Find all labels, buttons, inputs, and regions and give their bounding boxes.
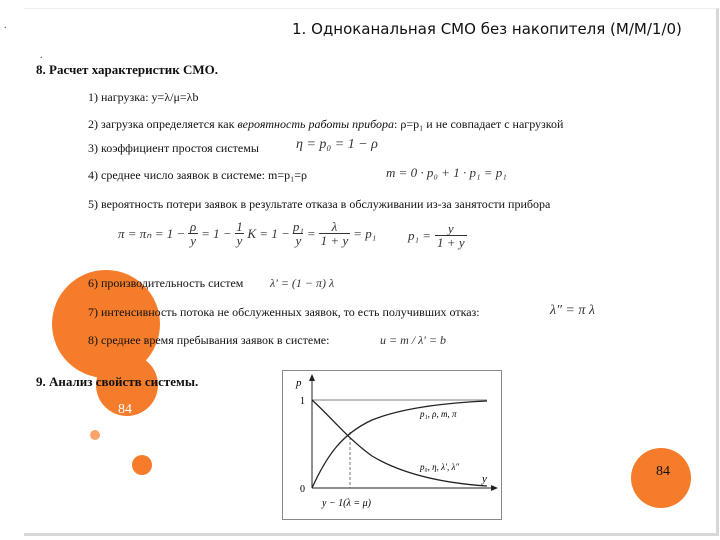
graph-curve-up-label: p₁, ρ, m, π xyxy=(420,409,457,419)
formula-p1 xyxy=(408,222,467,249)
item-1-text: 1) нагрузка: y=λ/μ=λb xyxy=(88,90,199,104)
fraction-p1-den: 1 + y xyxy=(437,235,465,250)
properties-graph xyxy=(282,370,502,520)
item-4-text: 4) среднее число заявок в системе: m=p₁=ρ xyxy=(88,168,308,182)
formula-m: m = 0 · p₀ + 1 · p₁ = p₁ xyxy=(386,165,507,180)
graph-y-one: 1 xyxy=(300,396,305,407)
item-6-text: 6) производительность систем xyxy=(88,276,244,290)
item-2-text: 2) загрузка определяется как xyxy=(88,117,238,131)
fraction-2-num: 1 xyxy=(236,219,243,234)
item-2-text-end: : ρ=p₁ и не совпадает с нагрузкой xyxy=(394,117,564,131)
fraction-1-num: ρ xyxy=(190,219,197,234)
section-9-heading: 9. Анализ свойств системы. xyxy=(36,374,199,389)
formula-p1-lhs: p₁ = xyxy=(408,227,432,243)
formula-pi-lhs: π = πₙ = 1 − xyxy=(118,225,186,241)
formula-lambda-prime: λ′ = (1 − π) λ xyxy=(270,276,335,290)
page-number-left: 84 xyxy=(118,402,132,417)
formula-pi-mid3: = xyxy=(306,225,316,241)
graph-xlabel: y xyxy=(482,473,487,485)
dot-marker: . xyxy=(40,50,43,61)
fraction-1 xyxy=(188,220,198,247)
item-4-mean-number xyxy=(88,168,307,183)
fraction-3-num: p₁ xyxy=(292,219,304,234)
item-5-text: 5) вероятность потери заявок в результате отказа в обслуживании из-за занятости прибора xyxy=(88,197,551,211)
formula-eta: η = p₀ = 1 − ρ xyxy=(296,137,378,152)
decor-circle-tiny xyxy=(90,430,100,440)
fraction-2-den: y xyxy=(236,233,243,248)
fraction-4-num: λ xyxy=(331,219,338,234)
graph-y-zero: 0 xyxy=(300,484,305,495)
item-5-loss-prob xyxy=(88,197,550,212)
item-2-utilization xyxy=(88,117,563,132)
item-8-residence-time xyxy=(88,333,329,348)
item-7-text: 7) интенсивность потока не обслуженных заявок, то есть получивших отказ: xyxy=(88,305,480,319)
fraction-3 xyxy=(293,220,304,247)
item-2-italic: вероятность работы прибора xyxy=(237,117,395,131)
item-8-text: 8) среднее время пребывания заявок в системе: xyxy=(88,333,330,347)
formula-lambda-dd: λ″ = π λ xyxy=(550,303,595,318)
item-6-throughput xyxy=(88,276,243,291)
formula-pi-mid2: K = 1 − xyxy=(247,225,290,241)
decor-circle-small xyxy=(132,455,152,475)
formula-pi xyxy=(118,220,376,247)
page-number-right: 84 xyxy=(656,464,670,479)
graph-x-caption: y − 1(λ = μ) xyxy=(322,498,371,509)
formula-pi-end: = p₁ xyxy=(353,225,377,241)
fraction-4 xyxy=(319,220,351,247)
graph-curve-down-label: p₀, η, λ′, λ″ xyxy=(420,462,460,472)
fraction-1-den: y xyxy=(190,233,197,248)
item-3-idle xyxy=(88,141,259,156)
graph-border xyxy=(283,371,502,520)
fraction-p1-num: y xyxy=(447,221,454,236)
section-8-heading: 8. Расчет характеристик СМО. xyxy=(36,62,219,77)
item-3-text: 3) коэффициент простоя системы xyxy=(88,141,259,155)
fraction-3-den: y xyxy=(295,233,302,248)
fraction-4-den: 1 + y xyxy=(320,233,349,248)
item-7-rejected-flow xyxy=(88,305,480,320)
formula-pi-mid1: = 1 − xyxy=(201,225,232,241)
slide-title: 1. Одноканальная СМО без накопителя (M/M/1/0) xyxy=(292,20,682,38)
dot-marker: . xyxy=(4,20,7,31)
fraction-2 xyxy=(235,220,245,247)
item-1-load xyxy=(88,90,199,105)
graph-ylabel: p xyxy=(296,377,302,389)
fraction-p1 xyxy=(435,222,467,249)
formula-u: u = m / λ′ = b xyxy=(380,333,447,347)
